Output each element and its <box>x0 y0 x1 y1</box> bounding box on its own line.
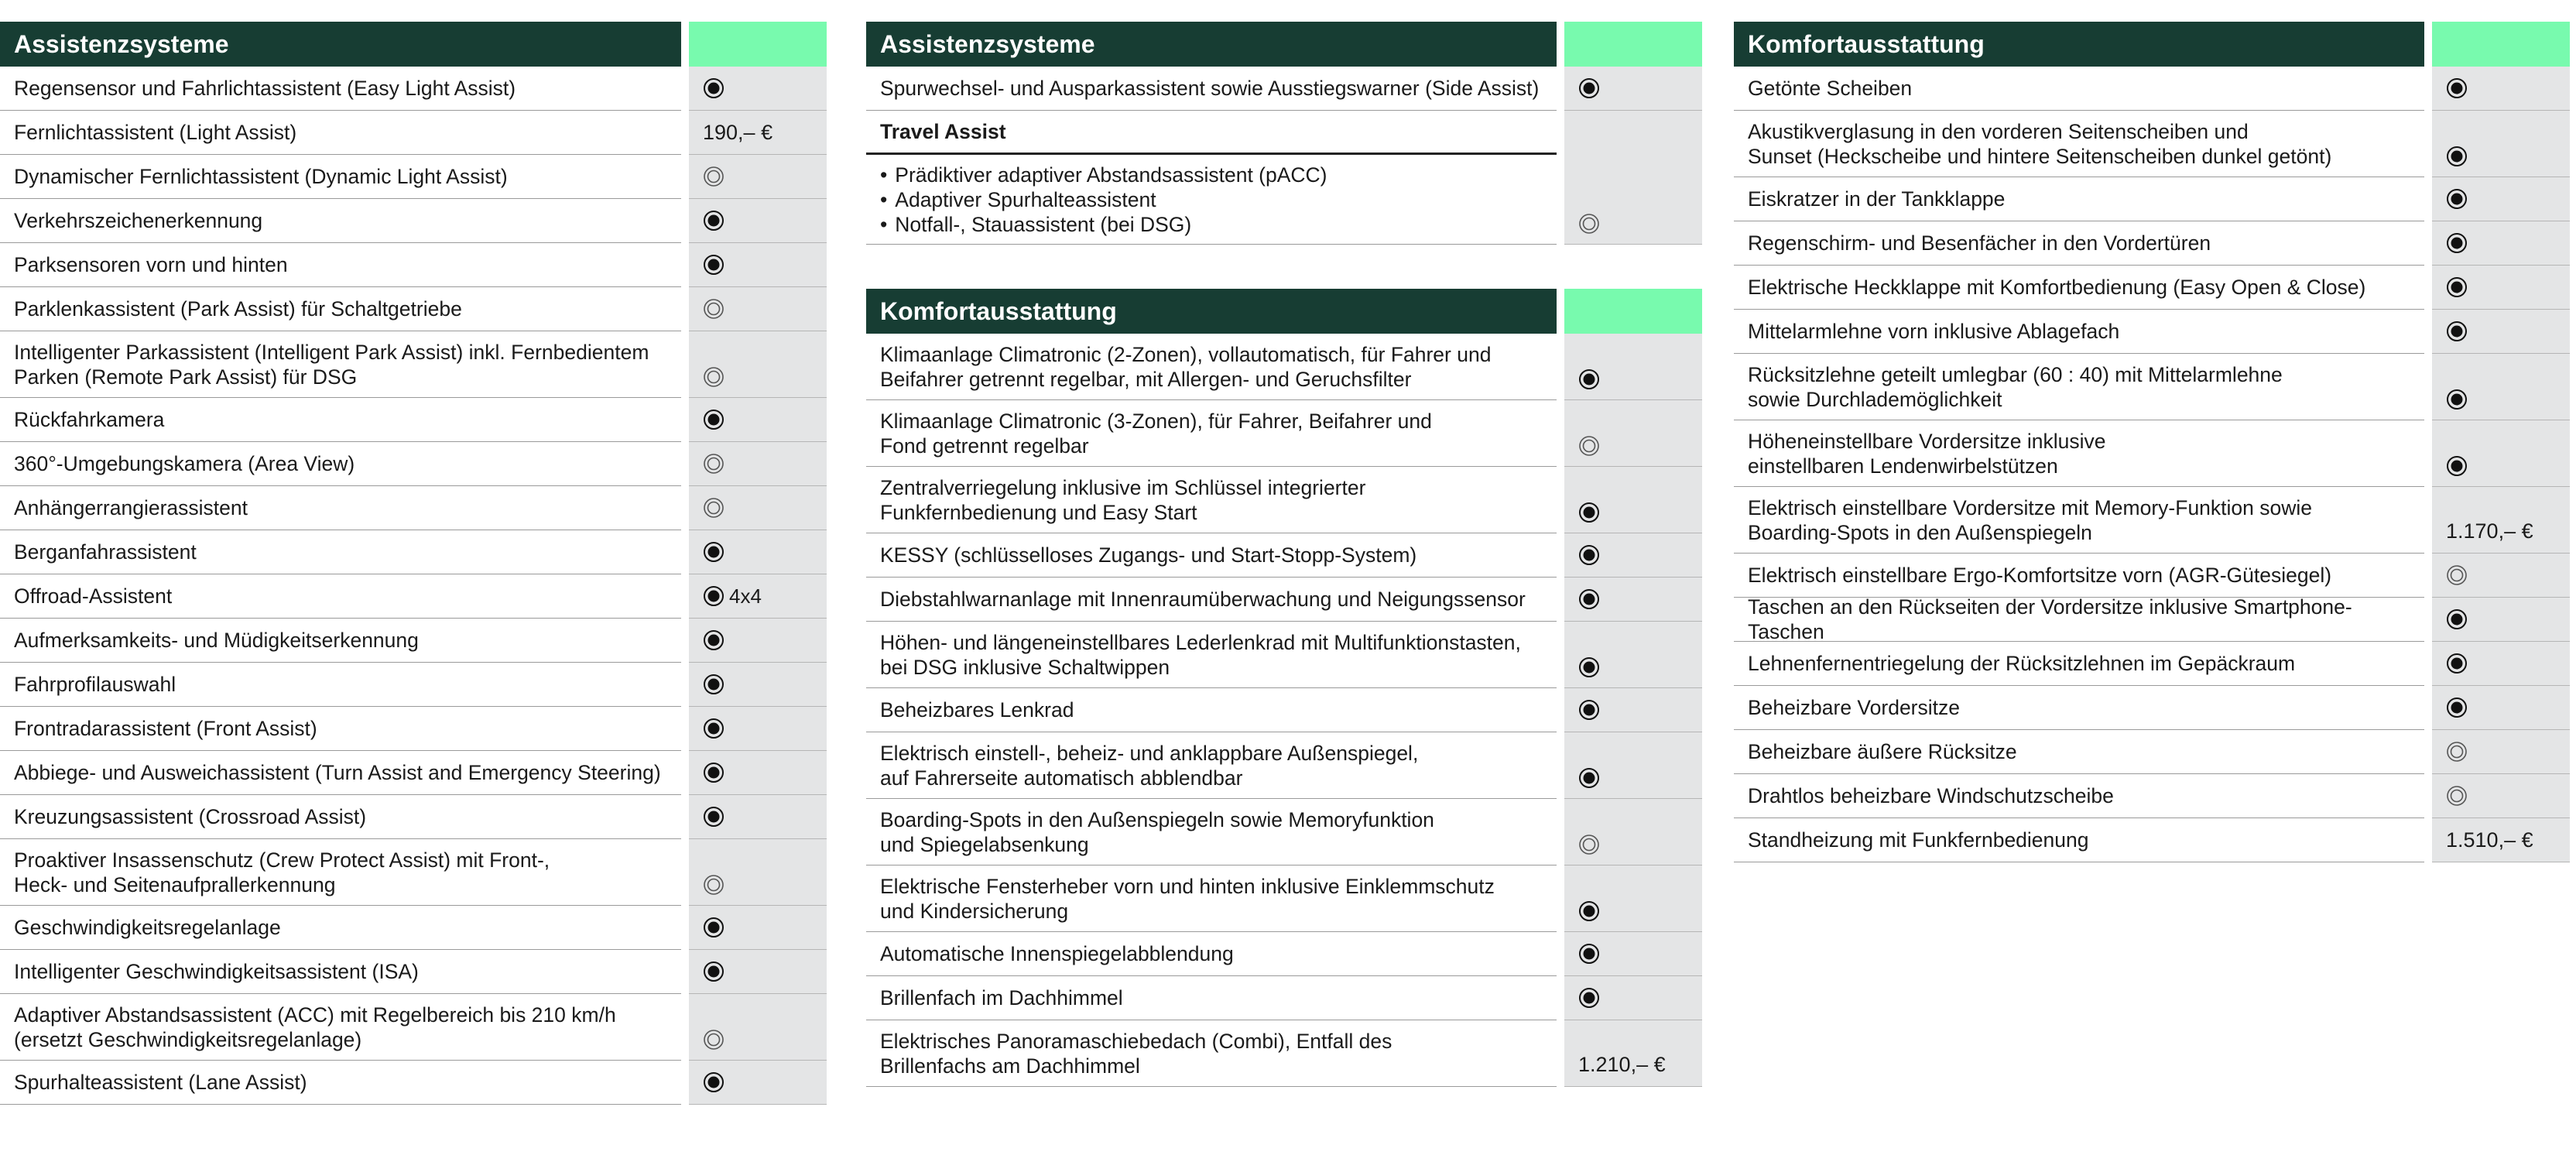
feature-label-text: Geschwindigkeitsregelanlage <box>14 916 281 939</box>
feature-label-text: Brillenfach im Dachhimmel <box>880 986 1123 1009</box>
feature-availability <box>689 331 827 398</box>
feature-label-text: Zentralverriegelung inklusive im Schlüssel integrierter Funkfernbedienung und Easy Start <box>880 475 1366 524</box>
feature-availability <box>1564 799 1702 866</box>
standard-equipment-icon <box>2446 455 2468 477</box>
price-text: 190,– € <box>703 120 773 144</box>
standard-equipment-icon <box>703 409 724 430</box>
feature-availability <box>1564 1020 1702 1087</box>
feature-row <box>0 442 827 486</box>
feature-label <box>866 866 1557 932</box>
section-accent <box>1564 289 1702 334</box>
feature-label-text: Verkehrszeichenerkennung <box>14 209 263 232</box>
feature-row <box>0 530 827 574</box>
feature-availability <box>689 574 827 619</box>
feature-row <box>0 67 827 111</box>
feature-label-text: Kreuzungsassistent (Crossroad Assist) <box>14 805 367 828</box>
feature-availability <box>1564 866 1702 932</box>
standard-equipment-icon <box>2446 77 2468 99</box>
feature-row <box>1734 266 2570 310</box>
feature-availability <box>689 442 827 486</box>
feature-label <box>1734 310 2424 354</box>
feature-label <box>0 155 681 199</box>
optional-equipment-icon <box>703 497 724 519</box>
feature-row <box>866 976 1702 1020</box>
feature-availability <box>689 287 827 331</box>
feature-label <box>1734 686 2424 730</box>
price-text: 1.210,– € <box>1578 1053 1666 1076</box>
feature-availability <box>689 619 827 663</box>
feature-label <box>866 732 1557 799</box>
feature-label <box>866 976 1557 1020</box>
feature-row <box>0 398 827 442</box>
feature-availability <box>2432 177 2570 221</box>
feature-label <box>1734 818 2424 862</box>
feature-row <box>0 707 827 751</box>
feature-label-text: Beheizbare Vordersitze <box>1748 696 1960 719</box>
standard-equipment-icon <box>703 674 724 695</box>
feature-label <box>1734 730 2424 774</box>
feature-row <box>1734 642 2570 686</box>
feature-label <box>1734 111 2424 177</box>
feature-label <box>0 839 681 906</box>
section-header <box>0 22 827 67</box>
feature-row <box>0 619 827 663</box>
standard-equipment-icon <box>2446 146 2468 167</box>
feature-row <box>866 732 1702 799</box>
feature-availability <box>689 751 827 795</box>
feature-label <box>866 799 1557 866</box>
feature-row <box>1734 730 2570 774</box>
feature-row <box>866 1020 1702 1087</box>
feature-label-text: Elektrisches Panoramaschiebedach (Combi), Entfall des Brillenfachs am Dachhimmel <box>880 1029 1392 1078</box>
feature-label-text: Rücksitzlehne geteilt umlegbar (60 : 40) mit Mittelarmlehne sowie Durchlademöglichkeit <box>1748 362 2283 411</box>
feature-label-text: Standheizung mit Funkfernbedienung <box>1748 828 2089 852</box>
feature-availability <box>689 1061 827 1105</box>
feature-availability <box>1564 732 1702 799</box>
standard-equipment-icon <box>703 541 724 563</box>
feature-label-text: Elektrische Heckklappe mit Komfortbedienung (Easy Open & Close) <box>1748 276 2366 299</box>
feature-row <box>866 578 1702 622</box>
feature-label <box>1734 554 2424 598</box>
feature-availability <box>1564 688 1702 732</box>
feature-availability <box>1564 334 1702 400</box>
feature-label <box>0 1061 681 1105</box>
feature-label <box>1734 595 2424 643</box>
feature-label-text: Abbiege- und Ausweichassistent (Turn Assist and Emergency Steering) <box>14 761 661 784</box>
feature-row <box>0 199 827 243</box>
feature-row <box>1734 595 2570 643</box>
standard-equipment-icon <box>2446 276 2468 298</box>
feature-label <box>0 574 681 619</box>
feature-row <box>1734 420 2570 487</box>
price-text: 1.170,– € <box>2446 519 2533 543</box>
feature-label <box>0 243 681 287</box>
feature-row <box>866 533 1702 578</box>
feature-availability <box>2432 774 2570 818</box>
feature-label-text: Proaktiver Insassenschutz (Crew Protect Assist) mit Front-, Heck- und Seitenaufprallerkennung <box>14 848 550 896</box>
feature-availability <box>689 486 827 530</box>
feature-label-text: Lehnenfernentriegelung der Rücksitzlehnen im Gepäckraum <box>1748 652 2296 675</box>
standard-equipment-icon <box>703 806 724 828</box>
optional-equipment-icon <box>1578 213 1600 235</box>
feature-label <box>866 1020 1557 1087</box>
feature-availability <box>1564 400 1702 467</box>
feature-availability <box>689 795 827 839</box>
feature-bullet: • Notfall-, Stauassistent (bei DSG) <box>880 212 1327 237</box>
feature-label <box>1734 420 2424 487</box>
section-accent <box>1564 22 1702 67</box>
feature-availability <box>689 839 827 906</box>
feature-row <box>1734 310 2570 354</box>
feature-row <box>0 243 827 287</box>
feature-label-text: Automatische Innenspiegelabblendung <box>880 942 1234 965</box>
feature-label-text: Elektrische Fensterheber vorn und hinten inklusive Einklemmschutz und Kindersicherung <box>880 874 1495 923</box>
standard-equipment-icon <box>1578 544 1600 566</box>
feature-row <box>0 287 827 331</box>
feature-label <box>1734 354 2424 420</box>
feature-availability <box>2432 818 2570 862</box>
feature-label <box>1734 67 2424 111</box>
feature-label-text: Drahtlos beheizbare Windschutzscheibe <box>1748 784 2114 807</box>
column-3 <box>1734 22 2570 862</box>
feature-label-text: Frontradarassistent (Front Assist) <box>14 717 317 740</box>
feature-availability <box>2432 730 2570 774</box>
feature-row <box>1734 177 2570 221</box>
feature-label-text: 360°-Umgebungskamera (Area View) <box>14 452 355 475</box>
optional-equipment-icon <box>1578 435 1600 457</box>
standard-equipment-icon <box>703 629 724 651</box>
optional-equipment-icon <box>1578 834 1600 855</box>
feature-row <box>1734 554 2570 598</box>
feature-availability <box>1564 467 1702 533</box>
feature-availability <box>2432 642 2570 686</box>
feature-availability <box>689 243 827 287</box>
feature-availability <box>2432 266 2570 310</box>
feature-row <box>866 622 1702 688</box>
feature-availability <box>2432 554 2570 598</box>
standard-equipment-icon <box>2446 697 2468 718</box>
feature-row <box>866 400 1702 467</box>
feature-label <box>0 906 681 950</box>
feature-label <box>866 155 1557 245</box>
feature-row <box>866 866 1702 932</box>
feature-row <box>1734 111 2570 177</box>
feature-label <box>0 67 681 111</box>
feature-row <box>0 663 827 707</box>
optional-equipment-icon <box>703 874 724 896</box>
feature-label <box>1734 221 2424 266</box>
optional-equipment-icon <box>2446 741 2468 763</box>
optional-equipment-icon <box>703 166 724 187</box>
feature-label <box>866 67 1557 111</box>
feature-row <box>0 1061 827 1105</box>
feature-row <box>866 688 1702 732</box>
feature-row <box>866 155 1702 245</box>
section-header <box>866 22 1702 67</box>
section-header <box>1734 22 2570 67</box>
optional-equipment-icon <box>703 366 724 388</box>
feature-label-text: Travel Assist <box>880 120 1006 143</box>
feature-label <box>0 619 681 663</box>
feature-label-text: Akustikverglasung in den vorderen Seitenscheiben und Sunset (Heckscheibe und hintere Seitenscheiben dunkel getönt) <box>1748 119 2332 168</box>
feature-availability <box>1564 976 1702 1020</box>
feature-availability <box>1564 111 1702 155</box>
standard-equipment-icon <box>2446 389 2468 410</box>
feature-label <box>866 622 1557 688</box>
section-title: Komfortausstattung <box>1734 22 2424 67</box>
standard-equipment-icon <box>2446 188 2468 210</box>
standard-equipment-icon <box>703 210 724 231</box>
feature-label-text: Intelligenter Parkassistent (Intelligent Park Assist) inkl. Fernbedientem Parken (Remote Park Assist) für DSG <box>14 340 649 389</box>
feature-label <box>866 467 1557 533</box>
feature-row <box>866 467 1702 533</box>
feature-label <box>0 442 681 486</box>
feature-label-text: Klimaanlage Climatronic (3-Zonen), für Fahrer, Beifahrer und Fond getrennt regelbar <box>880 409 1432 458</box>
feature-row <box>1734 818 2570 862</box>
feature-row <box>1734 354 2570 420</box>
feature-availability <box>2432 67 2570 111</box>
feature-availability <box>2432 354 2570 420</box>
feature-label-text: Anhängerrangierassistent <box>14 496 248 519</box>
feature-row <box>1734 487 2570 554</box>
section-header <box>866 289 1702 334</box>
feature-row <box>0 906 827 950</box>
feature-availability <box>689 111 827 155</box>
standard-equipment-icon <box>1578 77 1600 99</box>
standard-equipment-icon <box>1578 767 1600 789</box>
feature-availability <box>689 707 827 751</box>
feature-availability <box>689 155 827 199</box>
feature-availability <box>1564 67 1702 111</box>
feature-label-text: Mittelarmlehne vorn inklusive Ablagefach <box>1748 320 2120 343</box>
feature-label <box>866 688 1557 732</box>
feature-availability <box>689 994 827 1061</box>
feature-label-text: Elektrisch einstellbare Ergo-Komfortsitze vorn (AGR-Gütesiegel) <box>1748 564 2332 587</box>
standard-equipment-icon <box>703 1071 724 1093</box>
standard-equipment-icon <box>1578 368 1600 390</box>
variant-note: 4x4 <box>729 584 762 608</box>
feature-label-text: Elektrisch einstell-, beheiz- und anklappbare Außenspiegel, auf Fahrerseite automatisch abblendbar <box>880 741 1419 790</box>
standard-equipment-icon <box>1578 943 1600 965</box>
feature-label-text: Höhen- und längeneinstellbares Lederlenkrad mit Multifunktionstasten, bei DSG inklusive Schaltwippen <box>880 630 1521 679</box>
feature-label <box>0 199 681 243</box>
feature-label-text: Offroad-Assistent <box>14 584 173 608</box>
column-2 <box>866 22 1702 1087</box>
feature-label-text: Taschen an den Rückseiten der Vordersitze inklusive Smartphone-Taschen <box>1748 595 2352 643</box>
standard-equipment-icon <box>703 961 724 982</box>
feature-row <box>0 486 827 530</box>
feature-label-text: Spurwechsel- und Ausparkassistent sowie Ausstiegswarner (Side Assist) <box>880 77 1540 100</box>
feature-row <box>0 795 827 839</box>
optional-equipment-icon <box>2446 564 2468 586</box>
feature-label <box>0 950 681 994</box>
standard-equipment-icon <box>2446 653 2468 674</box>
feature-label <box>866 533 1557 578</box>
standard-equipment-icon <box>703 254 724 276</box>
feature-row <box>1734 67 2570 111</box>
feature-bullet: • Adaptiver Spurhalteassistent <box>880 187 1327 212</box>
feature-label-text: Fahrprofilauswahl <box>14 673 176 696</box>
feature-availability <box>689 906 827 950</box>
feature-label-text: Regensensor und Fahrlichtassistent (Easy Light Assist) <box>14 77 516 100</box>
feature-label-text: Regenschirm- und Besenfächer in den Vordertüren <box>1748 231 2211 255</box>
feature-label-text: Beheizbare äußere Rücksitze <box>1748 740 2017 763</box>
feature-label-text: Aufmerksamkeits- und Müdigkeitserkennung <box>14 629 419 652</box>
standard-equipment-icon <box>1578 656 1600 678</box>
feature-row <box>1734 686 2570 730</box>
feature-label <box>0 795 681 839</box>
feature-bullet: • Prädiktiver adaptiver Abstandsassistent (pACC) <box>880 163 1327 187</box>
feature-label-text: Parksensoren vorn und hinten <box>14 253 288 276</box>
feature-availability <box>689 663 827 707</box>
standard-equipment-icon <box>2446 320 2468 342</box>
feature-row <box>866 67 1702 111</box>
feature-label-text: Dynamischer Fernlichtassistent (Dynamic Light Assist) <box>14 165 508 188</box>
feature-label <box>1734 177 2424 221</box>
feature-row <box>0 111 827 155</box>
feature-availability <box>1564 533 1702 578</box>
feature-availability <box>689 398 827 442</box>
feature-label-text: Intelligenter Geschwindigkeitsassistent (ISA) <box>14 960 419 983</box>
feature-availability <box>1564 578 1702 622</box>
feature-label-text: Parklenkassistent (Park Assist) für Schaltgetriebe <box>14 297 462 320</box>
subheading-row <box>866 111 1702 155</box>
feature-label <box>1734 266 2424 310</box>
feature-availability <box>2432 686 2570 730</box>
standard-equipment-icon <box>1578 588 1600 610</box>
feature-label-text: Fernlichtassistent (Light Assist) <box>14 121 297 144</box>
feature-label <box>0 111 681 155</box>
feature-label <box>0 530 681 574</box>
feature-label <box>0 486 681 530</box>
feature-row <box>1734 774 2570 818</box>
feature-availability <box>2432 111 2570 177</box>
feature-label-text: Rückfahrkamera <box>14 408 165 431</box>
feature-availability <box>1564 155 1702 245</box>
feature-row <box>0 994 827 1061</box>
section-title: Komfortausstattung <box>866 289 1557 334</box>
feature-label <box>1734 774 2424 818</box>
feature-row <box>0 751 827 795</box>
section-title: Assistenzsysteme <box>866 22 1557 67</box>
section-title: Assistenzsysteme <box>0 22 681 67</box>
feature-label <box>0 331 681 398</box>
feature-row <box>1734 221 2570 266</box>
feature-label <box>0 994 681 1061</box>
feature-row <box>0 574 827 619</box>
feature-availability <box>2432 487 2570 554</box>
feature-label-text: Getönte Scheiben <box>1748 77 1913 100</box>
feature-label <box>0 663 681 707</box>
standard-equipment-icon <box>703 718 724 739</box>
feature-label-text: KESSY (schlüsselloses Zugangs- und Start-Stopp-System) <box>880 543 1417 567</box>
standard-equipment-icon <box>1578 502 1600 523</box>
feature-availability <box>689 530 827 574</box>
feature-label-text: Elektrisch einstellbare Vordersitze mit Memory-Funktion sowie Boarding-Spots in den Außenspiegeln <box>1748 495 2313 544</box>
feature-label-text: Höheneinstellbare Vordersitze inklusive einstellbaren Lendenwirbelstützen <box>1748 429 2106 478</box>
feature-availability <box>1564 932 1702 976</box>
optional-equipment-icon <box>703 298 724 320</box>
standard-equipment-icon <box>1578 900 1600 922</box>
feature-label <box>866 111 1557 155</box>
feature-label <box>1734 642 2424 686</box>
feature-availability <box>2432 310 2570 354</box>
feature-availability <box>2432 598 2570 642</box>
feature-label-text: Beheizbares Lenkrad <box>880 698 1074 722</box>
feature-label-text: Boarding-Spots in den Außenspiegeln sowie Memoryfunktion und Spiegelabsenkung <box>880 807 1434 856</box>
optional-equipment-icon <box>2446 785 2468 807</box>
feature-label-text: Spurhalteassistent (Lane Assist) <box>14 1071 307 1094</box>
feature-label <box>0 287 681 331</box>
feature-availability <box>2432 420 2570 487</box>
feature-label-text: Berganfahrassistent <box>14 540 197 564</box>
feature-label <box>0 751 681 795</box>
feature-availability <box>1564 622 1702 688</box>
section-accent <box>689 22 827 67</box>
optional-equipment-icon <box>703 1029 724 1051</box>
feature-label <box>0 398 681 442</box>
optional-equipment-icon <box>703 453 724 475</box>
feature-label-text: Adaptiver Abstandsassistent (ACC) mit Regelbereich bis 210 km/h (ersetzt Geschwindigkeitsregelanlage) <box>14 1003 616 1051</box>
feature-label <box>866 400 1557 467</box>
feature-label-text: Diebstahlwarnanlage mit Innenraumüberwachung und Neigungssensor <box>880 588 1526 611</box>
feature-label-text: Eiskratzer in der Tankklappe <box>1748 187 2006 211</box>
feature-row <box>866 799 1702 866</box>
feature-row <box>0 331 827 398</box>
feature-row <box>866 334 1702 400</box>
feature-row <box>0 155 827 199</box>
feature-availability <box>689 67 827 111</box>
feature-label <box>866 932 1557 976</box>
feature-label-text: Klimaanlage Climatronic (2-Zonen), vollautomatisch, für Fahrer und Beifahrer getrennt regelbar, mit Allergen- und Geruchsfilter <box>880 342 1492 391</box>
standard-equipment-icon <box>1578 987 1600 1009</box>
price-text: 1.510,– € <box>2446 828 2533 852</box>
feature-availability <box>689 950 827 994</box>
standard-equipment-icon <box>703 585 724 607</box>
feature-availability <box>689 199 827 243</box>
feature-row <box>0 839 827 906</box>
standard-equipment-icon <box>1578 699 1600 721</box>
column-1 <box>0 22 827 1105</box>
feature-label <box>1734 487 2424 554</box>
feature-availability <box>2432 221 2570 266</box>
feature-row <box>866 932 1702 976</box>
feature-label <box>866 578 1557 622</box>
feature-row <box>0 950 827 994</box>
feature-label <box>0 707 681 751</box>
standard-equipment-icon <box>703 762 724 783</box>
feature-label <box>866 334 1557 400</box>
standard-equipment-icon <box>703 77 724 99</box>
standard-equipment-icon <box>2446 232 2468 254</box>
feature-bullet-list <box>880 163 1327 237</box>
standard-equipment-icon <box>703 917 724 938</box>
standard-equipment-icon <box>2446 608 2468 630</box>
section-accent <box>2432 22 2570 67</box>
